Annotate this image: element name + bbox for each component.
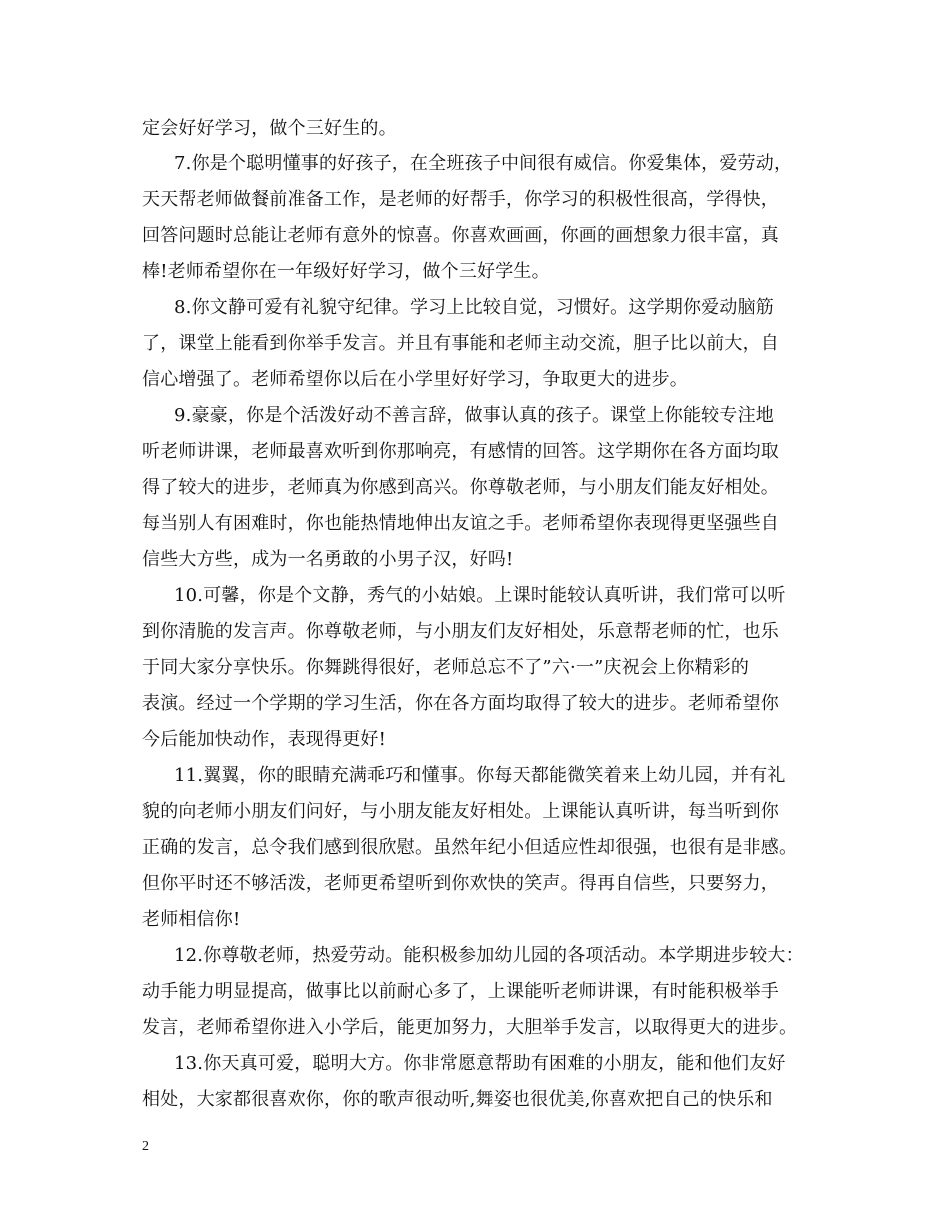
text-line: 正确的发言，总令我们感到很欣慰。虽然年纪小但适应性却很强，也很有是非感。 <box>142 837 798 858</box>
paragraph-start-line: 8.你文静可爱有礼貌守纪律。学习上比较自觉，习惯好。这学期你爱动脑筋 <box>174 297 774 318</box>
text-line: 信些大方些，成为一名勇敢的小男子汉，好吗! <box>142 549 514 570</box>
text-line: 老师相信你! <box>142 909 241 930</box>
text-line: 表演。经过一个学期的学习生活，你在各方面均取得了较大的进步。老师希望你 <box>142 693 779 714</box>
paragraph-start-line: 9.豪豪，你是个活泼好动不善言辞，做事认真的孩子。课堂上你能较专注地 <box>174 405 774 426</box>
text-line: 定会好好学习，做个三好生的。 <box>142 118 397 139</box>
paragraph-start-line: 12.你尊敬老师，热爱劳动。能积极参加幼儿园的各项活动。本学期进步较大： <box>174 945 804 966</box>
paragraph-start-line: 11.翼翼，你的眼睛充满乖巧和懂事。你每天都能微笑着来上幼儿园，并有礼 <box>174 765 786 786</box>
text-line: 棒!老师希望你在一年级好好学习，做个三好学生。 <box>142 261 550 282</box>
text-line: 到你清脆的发言声。你尊敬老师，与小朋友们友好相处，乐意帮老师的忙，也乐 <box>142 621 779 642</box>
text-line: 但你平时还不够活泼，老师更希望听到你欢快的笑声。得再自信些，只要努力， <box>142 873 779 894</box>
page-number: 2 <box>142 1139 149 1154</box>
text-line: 回答问题时总能让老师有意外的惊喜。你喜欢画画，你画的画想象力很丰富，真 <box>142 225 779 246</box>
text-line: 了，课堂上能看到你举手发言。并且有事能和老师主动交流，胆子比以前大，自 <box>142 333 779 354</box>
paragraph-start-line: 13.你天真可爱，聪明大方。你非常愿意帮助有困难的小朋友，能和他们友好 <box>174 1053 786 1074</box>
text-line: 貌的向老师小朋友们问好，与小朋友能友好相处。上课能认真听讲，每当听到你 <box>142 801 779 822</box>
paragraph-start-line: 10.可馨，你是个文静，秀气的小姑娘。上课时能较认真听讲，我们常可以听 <box>174 585 786 606</box>
text-line: 于同大家分享快乐。你舞跳得很好，老师总忘不了”六·一”庆祝会上你精彩的 <box>142 657 750 678</box>
text-line: 听老师讲课，老师最喜欢听到你那响亮，有感情的回答。这学期你在各方面均取 <box>142 441 779 462</box>
text-line: 每当别人有困难时，你也能热情地伸出友谊之手。老师希望你表现得更坚强些自 <box>142 513 779 534</box>
text-line: 动手能力明显提高，做事比以前耐心多了，上课能听老师讲课，有时能积极举手 <box>142 981 779 1002</box>
paragraph-start-line: 7.你是个聪明懂事的好孩子，在全班孩子中间很有威信。你爱集体，爱劳动， <box>174 153 793 174</box>
text-line: 发言，老师希望你进入小学后，能更加努力，大胆举手发言，以取得更大的进步。 <box>142 1017 798 1038</box>
text-line: 天天帮老师做餐前准备工作，是老师的好帮手，你学习的积极性很高，学得快， <box>142 189 779 210</box>
text-line: 相处，大家都很喜欢你，你的歌声很动听,舞姿也很优美,你喜欢把自己的快乐和 <box>142 1089 773 1110</box>
text-line: 信心增强了。老师希望你以后在小学里好好学习，争取更大的进步。 <box>142 369 688 390</box>
text-line: 今后能加快动作，表现得更好! <box>142 729 387 750</box>
text-line: 得了较大的进步，老师真为你感到高兴。你尊敬老师，与小朋友们能友好相处。 <box>142 477 779 498</box>
